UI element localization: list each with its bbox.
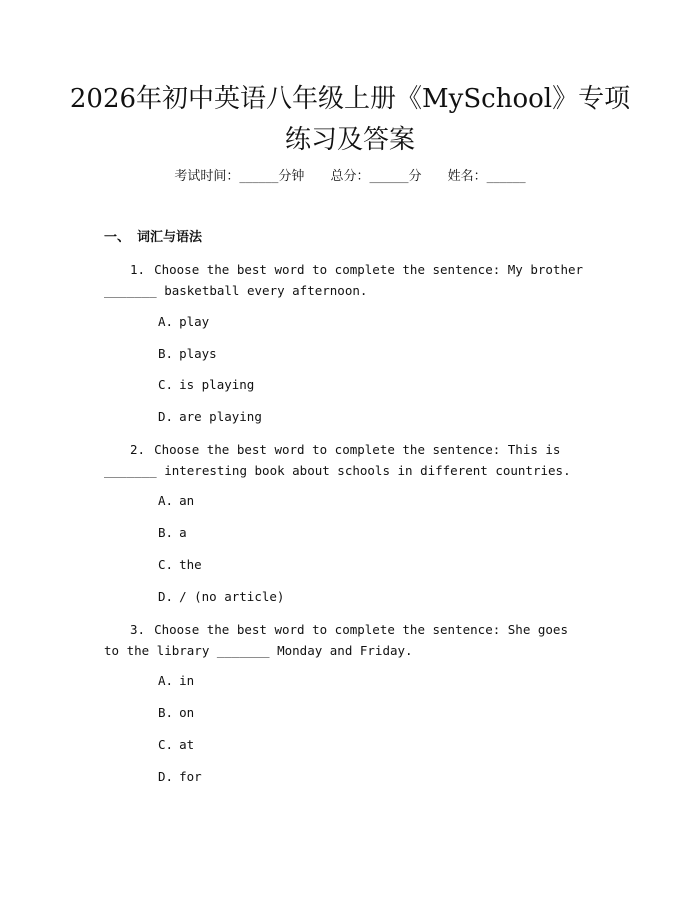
option-letter: D.	[158, 409, 174, 424]
option-letter: A.	[158, 673, 174, 688]
question-number: 2.	[130, 442, 146, 457]
option-letter: D.	[158, 589, 174, 604]
option-text: plays	[179, 346, 217, 361]
question-2-option-a	[158, 491, 194, 511]
exam-info	[0, 167, 700, 187]
option-text: in	[179, 673, 195, 688]
option-letter: B.	[158, 705, 174, 720]
section-number: 一、	[104, 230, 131, 245]
question-1-option-b	[158, 344, 217, 364]
question-number: 1.	[130, 262, 146, 277]
question-number: 3.	[130, 622, 146, 637]
option-letter: C.	[158, 737, 174, 752]
question-2-option-d	[158, 587, 284, 607]
question-3-option-a	[158, 671, 194, 691]
option-text: an	[179, 493, 195, 508]
option-text: for	[179, 769, 202, 784]
option-letter: C.	[158, 557, 174, 572]
option-text: play	[179, 314, 210, 329]
section-title: 词汇与语法	[137, 230, 203, 245]
option-text: on	[179, 705, 195, 720]
exam-time-field: 考试时间：______分钟	[174, 169, 305, 184]
option-letter: C.	[158, 377, 174, 392]
question-1-option-a	[158, 312, 209, 332]
question-3-option-d	[158, 767, 202, 787]
question-3-option-b	[158, 703, 194, 723]
question-1	[104, 259, 588, 301]
student-name-field: 姓名：______	[447, 169, 526, 184]
option-letter: A.	[158, 314, 174, 329]
question-1-option-d	[158, 407, 262, 427]
question-3-option-c	[158, 735, 194, 755]
question-2-option-c	[158, 555, 202, 575]
question-text: Choose the best word to complete the sentence: My brother _______ basketball every afternoon.	[104, 262, 584, 298]
question-text: Choose the best word to complete the sentence: This is _______ interesting book about schools in different countries.	[104, 442, 571, 478]
option-text: a	[179, 525, 187, 540]
option-letter: A.	[158, 493, 174, 508]
option-text: is playing	[179, 377, 255, 392]
question-text: Choose the best word to complete the sentence: She goes to the library _______ Monday and Friday.	[104, 622, 568, 658]
question-1-option-c	[158, 375, 254, 395]
option-text: / (no article)	[179, 589, 285, 604]
option-text: are playing	[179, 409, 262, 424]
total-score-field: 总分：______分	[330, 169, 422, 184]
question-2	[104, 439, 588, 481]
question-2-option-b	[158, 523, 187, 543]
option-text: the	[179, 557, 202, 572]
document-title: 2026年初中英语八年级上册《MySchool》专项练习及答案	[69, 84, 631, 155]
option-letter: D.	[158, 769, 174, 784]
option-text: at	[179, 737, 195, 752]
section-heading	[104, 228, 202, 248]
option-letter: B.	[158, 525, 174, 540]
option-letter: B.	[158, 346, 174, 361]
question-3	[104, 619, 588, 661]
